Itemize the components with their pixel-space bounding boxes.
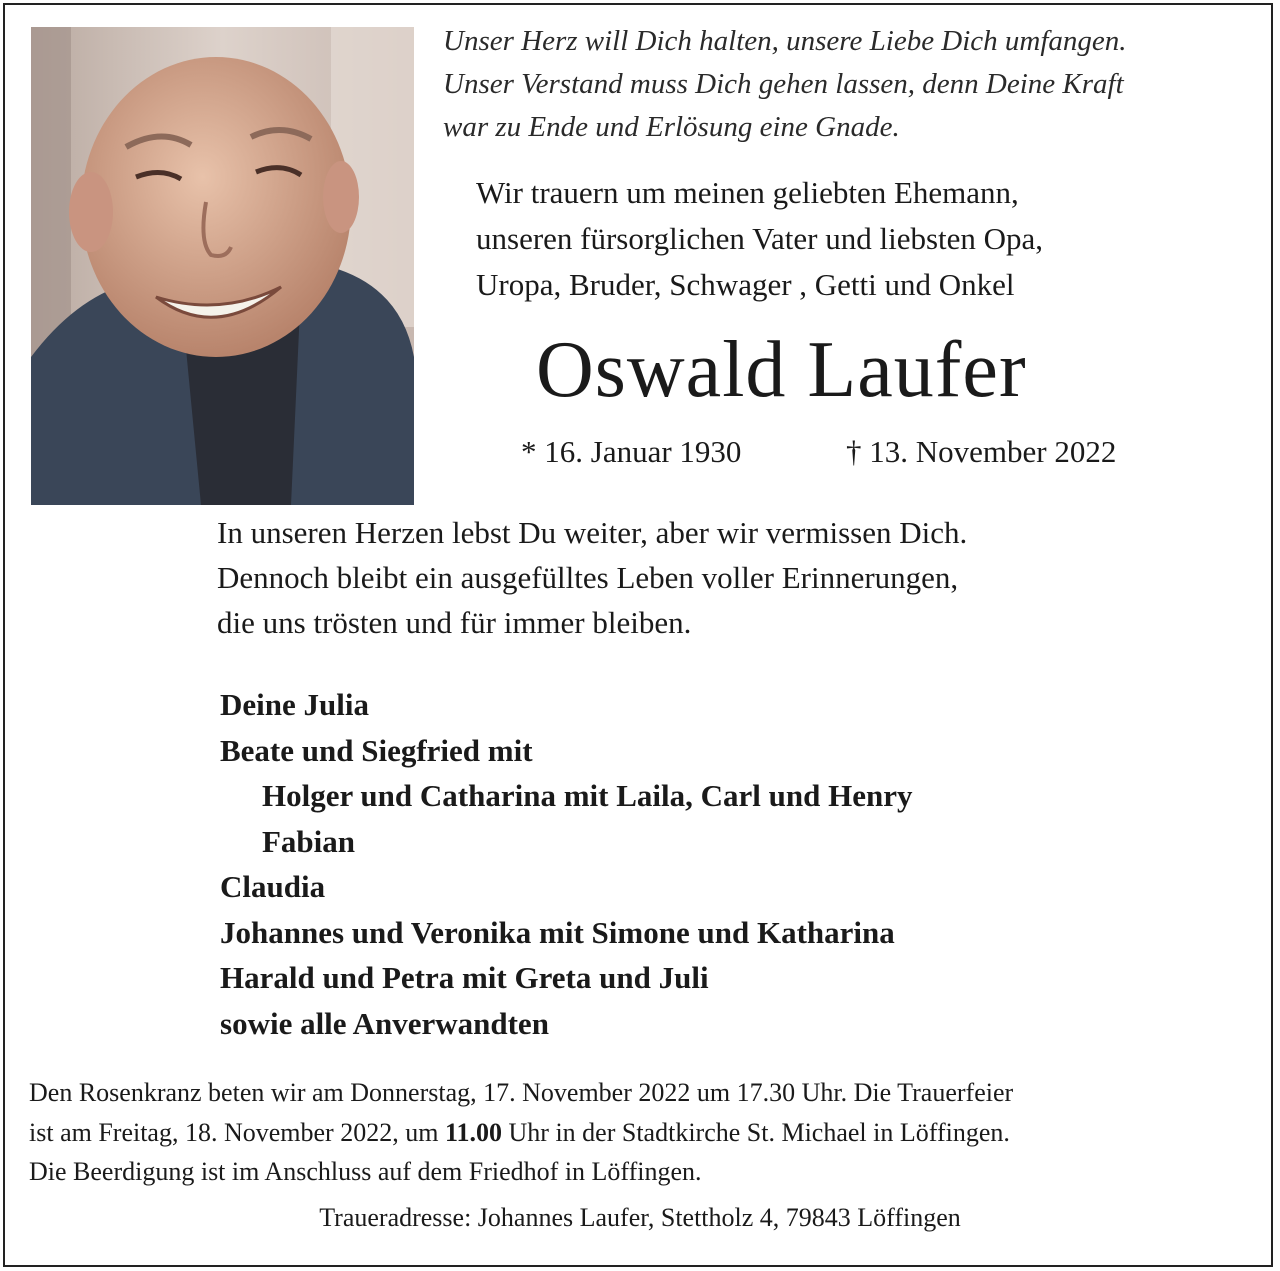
notice-line bbox=[29, 1113, 1259, 1153]
deceased-name: Oswald Laufer bbox=[536, 326, 1027, 414]
service-time: 11.00 bbox=[444, 1117, 503, 1147]
intro-line: unseren fürsorglichen Vater und liebsten Opa, bbox=[476, 221, 1044, 256]
poem bbox=[443, 20, 1243, 149]
family-member: Claudia bbox=[220, 869, 326, 904]
family-member: Beate und Siegfried mit bbox=[220, 732, 533, 768]
memorial-verse bbox=[217, 510, 1217, 645]
notice-line: Den Rosenkranz beten wir am Donnerstag, 17. November 2022 um 17.30 Uhr. Die Trauerfeier bbox=[29, 1078, 1014, 1107]
mourning-intro bbox=[476, 170, 1236, 308]
verse-line: In unseren Herzen lebst Du weiter, aber wir vermissen Dich. bbox=[217, 515, 968, 550]
intro-line: Uropa, Bruder, Schwager , Getti und Onkel bbox=[476, 267, 1015, 302]
poem-line: Unser Herz will Dich halten, unsere Liebe Dich umfangen. bbox=[443, 25, 1127, 57]
family-member: sowie alle Anverwandten bbox=[220, 1005, 549, 1041]
death-date: † 13. November 2022 bbox=[846, 434, 1117, 469]
poem-line: Unser Verstand muss Dich gehen lassen, denn Deine Kraft bbox=[443, 68, 1124, 100]
family-member: Harald und Petra mit Greta und Juli bbox=[220, 960, 709, 995]
mourning-address: Traueradresse: Johannes Laufer, Stettholz 4, 79843 Löffingen bbox=[319, 1203, 961, 1232]
notice-text: ist am Freitag, 18. November 2022, um bbox=[29, 1117, 445, 1147]
family-member: Deine Julia bbox=[220, 687, 369, 722]
family-list bbox=[220, 682, 1220, 1046]
verse-line: die uns trösten und für immer bleiben. bbox=[217, 605, 692, 640]
family-member: Johannes und Veronika mit Simone und Katharina bbox=[220, 914, 895, 950]
notice-line: Die Beerdigung ist im Anschluss auf dem Friedhof in Löffingen. bbox=[29, 1157, 702, 1186]
service-notice bbox=[29, 1073, 1259, 1192]
birth-date: * 16. Januar 1930 bbox=[521, 434, 742, 469]
notice-text: Uhr in der Stadtkirche St. Michael in Löffingen. bbox=[502, 1117, 1010, 1147]
verse-line: Dennoch bleibt ein ausgefülltes Leben voller Erinnerungen, bbox=[217, 560, 959, 595]
intro-line: Wir trauern um meinen geliebten Ehemann, bbox=[476, 175, 1019, 210]
poem-line: war zu Ende und Erlösung eine Gnade. bbox=[443, 111, 900, 143]
family-member: Holger und Catharina mit Laila, Carl und Henry bbox=[262, 778, 913, 813]
portrait-photo bbox=[31, 27, 414, 505]
family-member: Fabian bbox=[262, 823, 356, 859]
